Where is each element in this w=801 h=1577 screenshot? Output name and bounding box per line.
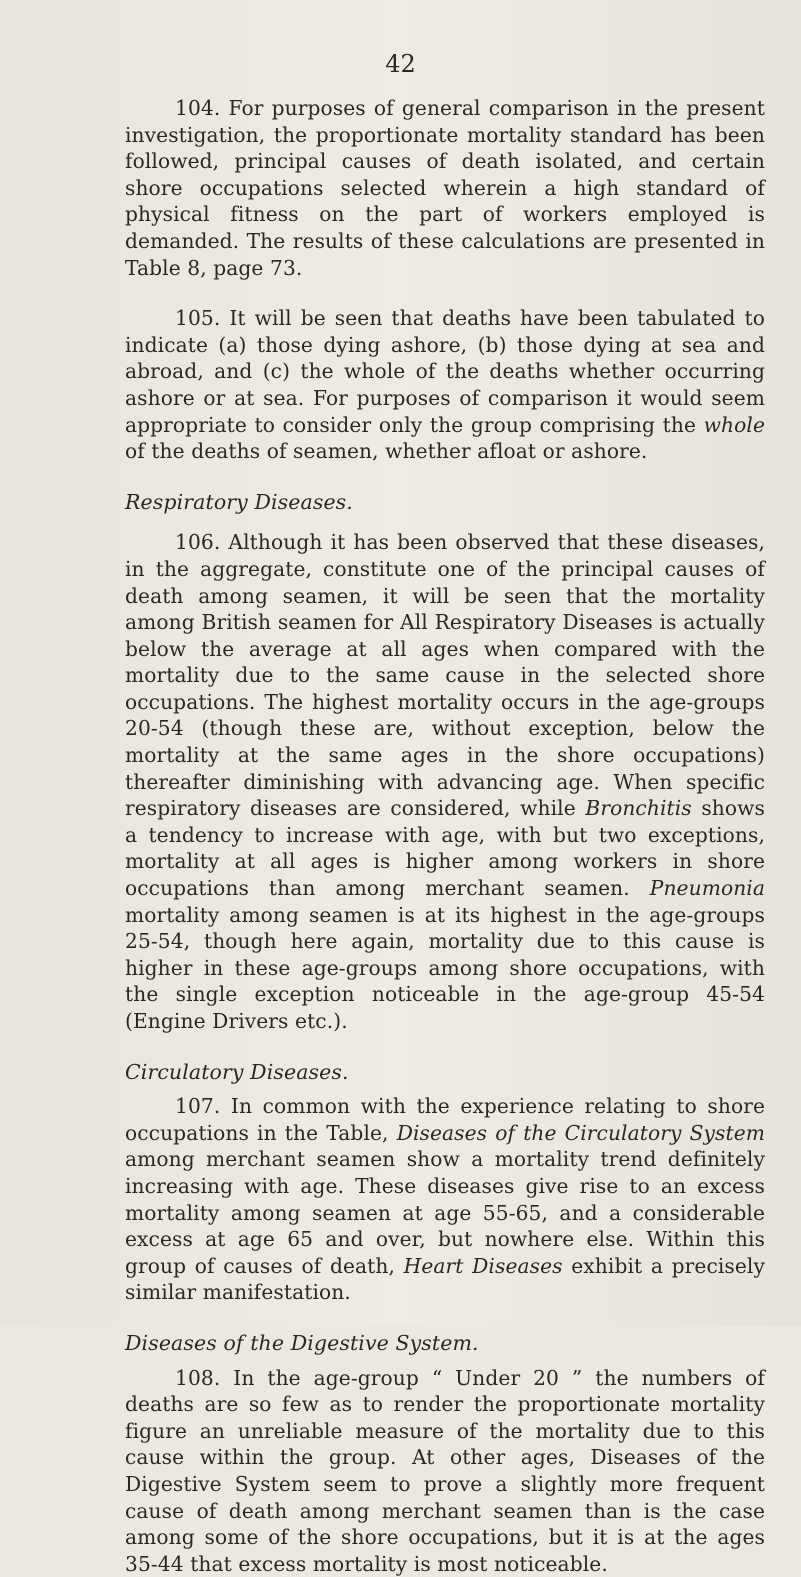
heading-digestive-diseases: Diseases of the Digestive System. [125,1330,479,1355]
paragraph-108: 108. In the age-group “ Under 20 ” the numbers of deaths are so few as to render the proportionate mortality figure an unreliable measure of the mortality due to this cause within the group. At other ages, Diseases of the Digestive System seem to prove a slightly more frequent cause of death among merchant seamen than is the case among some of the shore occupations, but it is at the ages 35-44 that excess mortality is most noticeable. [125,1365,765,1576]
heading-respiratory-diseases: Respiratory Diseases. [125,489,353,514]
page-number: 42 [385,50,416,78]
paragraph-106: 106. Although it has been observed that these diseases, in the aggregate, constitute one of the principal causes of death among seamen, it will be seen that the mortality among British seamen for All Respiratory Diseases is actually below the average at all ages when compared with the mortality due to the same cause in the selected shore occupations. The highest mortality occurs in the age-groups 20-54 (though these are, without exception, below the mortality at the same ages in the shore occupations) thereafter diminishing with advancing age. When specific respiratory diseases are considered, while Bronchitis shows a tendency to increase with age, with but two exceptions, mortality at all ages is higher among workers in shore occupations than among merchant seamen. Pneumonia mortality among seamen is at its highest in the age-groups 25-54, though here again, mortality due to this cause is higher in these age-groups among shore occupations, with the single exception noticeable in the age-group 45-54 (Engine Drivers etc.). [125,530,765,1033]
paragraph-105: 105. It will be seen that deaths have been tabulated to indicate (a) those dying ashore, (b) those dying at sea and abroad, and (c) the whole of the deaths whether occurring ashore or at sea. For purposes of comparison it would seem appropriate to consider only the group comprising the whole of the deaths of seamen, whether afloat or ashore. [125,306,765,464]
paragraph-104: 104. For purposes of general comparison in the present investigation, the proportionate mortality standard has been followed, principal causes of death isolated, and certain shore occupations selected wherein a high standard of physical fitness on the part of workers employed is demanded. The results of these calculations are presented in Table 8, page 73. [125,96,765,280]
paragraph-107: 107. In common with the experience relating to shore occupations in the Table, Diseases of the Circulatory System among merchant seamen show a mortality trend definitely increasing with age. These diseases give rise to an excess mortality among seamen at age 55-65, and a considerable excess at age 65 and over, but nowhere else. Within this group of causes of death, Heart Diseases exhibit a precisely similar manifestation. [125,1094,765,1305]
heading-circulatory-diseases: Circulatory Diseases. [125,1059,349,1084]
page-body [125,95,765,1577]
